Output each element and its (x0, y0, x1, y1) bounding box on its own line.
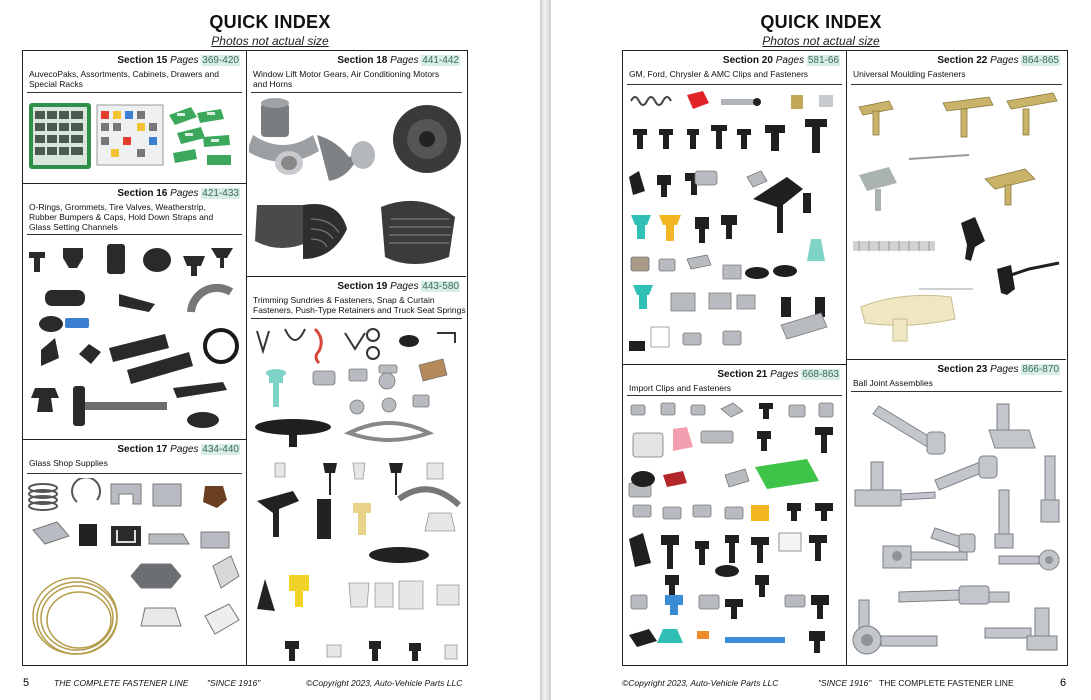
page-range-link[interactable]: 441-442 (422, 55, 459, 66)
section-heading: Section 19 Pages 443-580 (337, 281, 459, 292)
rubber-grommets-bumpers-photo (25, 238, 244, 436)
footer-line: THE COMPLETE FASTENER LINE (54, 678, 189, 688)
window-motors-horns-photo (249, 95, 464, 273)
page-range-link[interactable]: 581-66 (807, 55, 839, 66)
section-18 (247, 51, 466, 276)
section-16 (23, 184, 246, 439)
right-page (551, 0, 1091, 700)
footer-line: THE COMPLETE FASTENER LINE (879, 678, 1014, 688)
parts-assortment-cabinet-photo (27, 97, 242, 179)
page-range-link[interactable]: 421-433 (202, 188, 239, 199)
footer-since: "SINCE 1916" (207, 678, 261, 688)
section-description: Trimming Sundries & Fasteners, Snap & Curtain Fasteners, Push-Type Retainers and Truck Seat Springs (253, 295, 466, 315)
page-subtitle: Photos not actual size (762, 34, 880, 48)
section-heading: Section 16 Pages 421-433 (117, 188, 239, 199)
footer-copyright: ©Copyright 2023, Auto-Vehicle Parts LLC (622, 678, 779, 688)
section-15 (23, 51, 246, 183)
section-19 (247, 277, 466, 664)
section-description: AuvecoPaks, Assortments, Cabinets, Drawers and Special Racks (29, 69, 219, 89)
section-heading: Section 20 Pages 581-66 (722, 55, 839, 66)
section-description: GM, Ford, Chrysler & AMC Clips and Fasteners (629, 69, 809, 79)
glass-shop-supplies-photo (25, 478, 244, 662)
section-heading: Section 15 Pages 369-420 (117, 55, 239, 66)
section-23 (847, 360, 1066, 664)
section-description: Ball Joint Assemblies (853, 378, 933, 388)
page-number: 6 (1060, 677, 1067, 689)
page-range-link[interactable]: 443-580 (422, 281, 459, 292)
section-heading: Section 21 Pages 668-863 (717, 369, 839, 380)
section-heading: Section 18 Pages 441-442 (337, 55, 459, 66)
section-21 (623, 365, 846, 664)
page-range-link[interactable]: 369-420 (202, 55, 239, 66)
section-description: Universal Moulding Fasteners (853, 69, 966, 79)
section-heading: Section 17 Pages 434-440 (117, 444, 239, 455)
page-range-link[interactable]: 866-870 (1022, 364, 1059, 375)
moulding-fasteners-photo (849, 89, 1064, 355)
page-subtitle: Photos not actual size (211, 34, 329, 48)
section-17 (23, 440, 246, 664)
page-title: QUICK INDEX (209, 12, 331, 32)
section-22 (847, 51, 1066, 359)
page-number: 5 (23, 677, 30, 689)
footer-since: "SINCE 1916" (818, 678, 872, 688)
section-description: Import Clips and Fasteners (629, 383, 732, 393)
section-heading: Section 22 Pages 864-865 (937, 55, 1059, 66)
page-title: QUICK INDEX (760, 12, 882, 32)
section-description: Glass Shop Supplies (29, 458, 108, 468)
domestic-clips-photo (625, 89, 844, 361)
left-page (0, 0, 540, 700)
section-20 (623, 51, 846, 364)
section-description: Window Lift Motor Gears, Air Conditioning Motors and Horns (253, 69, 440, 89)
page-range-link[interactable]: 434-440 (202, 444, 239, 455)
trim-fasteners-retainers-photo (249, 323, 464, 661)
footer-copyright: ©Copyright 2023, Auto-Vehicle Parts LLC (306, 678, 463, 688)
page-range-link[interactable]: 668-863 (802, 369, 839, 380)
section-description: O-Rings, Grommets, Tire Valves, Weatherstrip, Rubber Bumpers & Caps, Hold Down Straps and Glass Setting Channels (29, 202, 214, 232)
import-clips-photo (625, 399, 844, 661)
section-heading: Section 23 Pages 866-870 (937, 364, 1059, 375)
page-range-link[interactable]: 864-865 (1022, 55, 1059, 66)
book-gutter (540, 0, 551, 700)
ball-joint-assemblies-photo (849, 396, 1064, 660)
